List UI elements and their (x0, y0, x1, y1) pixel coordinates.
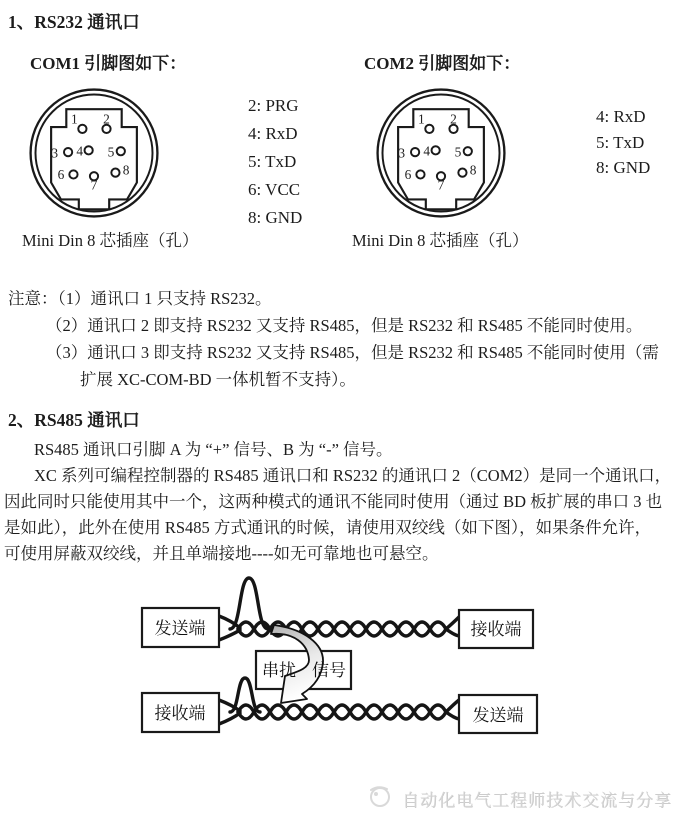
com2-header: COM2 引脚图如下： (364, 54, 521, 73)
signal-item: 6: VCC (248, 180, 301, 199)
socket-key-outline (51, 109, 137, 209)
com2-caption: Mini Din 8 芯插座（孔） (352, 231, 529, 250)
crosstalk-label-right: 信号 (312, 661, 346, 680)
com2-signal-list (596, 104, 650, 181)
receiver-label-top: 接收端 (470, 620, 522, 639)
pin-number: 2 (103, 111, 110, 127)
mini-din8-socket-icon (374, 86, 508, 220)
section2-title: 2、RS485 通讯口 (8, 410, 140, 430)
sender-label-bottom: 发送端 (472, 706, 524, 725)
crosstalk-label-left: 串扰 (262, 661, 296, 680)
pin-number: 8 (122, 162, 130, 178)
signal-item: 8: GND (596, 158, 651, 177)
signal-item: 2: PRG (248, 96, 299, 115)
pin-number: 4 (76, 143, 84, 159)
mini-din8-socket-icon (27, 86, 161, 220)
com1-header: COM1 引脚图如下： (30, 54, 187, 73)
rs485-paragraph-line-4: 是如此），此外在使用 RS485 方式通讯的时候，请使用双绞线（如下图），如果条件允许， (4, 518, 652, 537)
pin-number: 3 (51, 145, 59, 161)
pin-holes (64, 125, 125, 181)
sender-label-top: 发送端 (154, 619, 206, 638)
com2-connector-diagram (374, 86, 508, 225)
note-line-3: （3）通讯口 3 即支持 RS232 又支持 RS485，但是 RS232 和 RS485 不能同时使用（需 (46, 343, 659, 362)
pin-number: 5 (454, 144, 462, 160)
pin-number: 8 (469, 162, 477, 178)
receiver-label-bottom: 接收端 (154, 704, 206, 723)
section1-title: 1、RS232 通讯口 (8, 12, 140, 32)
rs485-paragraph-line-5: 可使用屏蔽双绞线，并且单端接地----如无可靠地也可悬空。 (4, 544, 439, 563)
signal-item: 5: TxD (596, 132, 645, 152)
pin-number: 5 (107, 144, 115, 160)
twisted-pair-top (219, 578, 459, 640)
com1-signal-list (248, 92, 302, 232)
rs485-paragraph-line-2: XC 系列可编程控制器的 RS485 通讯口和 RS232 的通讯口 2（COM2）是同一个通讯口， (34, 466, 672, 485)
pin-number: 6 (57, 166, 65, 182)
pin-number: 2 (450, 111, 457, 127)
pin-number: 7 (90, 177, 98, 193)
signal-item: 4: RxD (248, 124, 298, 143)
pin-number: 3 (398, 145, 406, 161)
pin-number: 7 (437, 177, 445, 193)
watermark-logo-icon (366, 782, 394, 810)
signal-item: 5: TxD (248, 152, 297, 171)
watermark-text: 自动化电气工程师技术交流与分享 (402, 791, 672, 810)
com1-caption: Mini Din 8 芯插座（孔） (22, 231, 199, 250)
rs485-paragraph-line-3: 因此同时只能使用其中一个，这两种模式的通讯不能同时使用（通过 BD 板扩展的串口 3 也 (4, 492, 663, 511)
socket-key-outline (398, 109, 484, 209)
signal-item: 4: RxD (596, 107, 646, 126)
rs485-paragraph-line-1: RS485 通讯口引脚 A 为 “+” 信号、B 为 “-” 信号。 (34, 440, 393, 459)
signal-item: 8: GND (248, 208, 303, 227)
com1-connector-diagram (27, 86, 161, 225)
pin-number: 1 (417, 111, 425, 127)
note-line-2: （2）通讯口 2 即支持 RS232 又支持 RS485，但是 RS232 和 RS485 不能同时使用。 (46, 316, 643, 335)
twisted-pair-diagram (128, 572, 552, 773)
note-line-4: 扩展 XC-COM-BD 一体机暂不支持）。 (80, 370, 356, 389)
pin-number: 6 (404, 166, 412, 182)
pin-number: 4 (423, 143, 431, 159)
note-line-1: 注意：（1）通讯口 1 只支持 RS232。 (8, 289, 272, 308)
pin-holes (411, 125, 472, 181)
pin-number: 1 (70, 111, 78, 127)
